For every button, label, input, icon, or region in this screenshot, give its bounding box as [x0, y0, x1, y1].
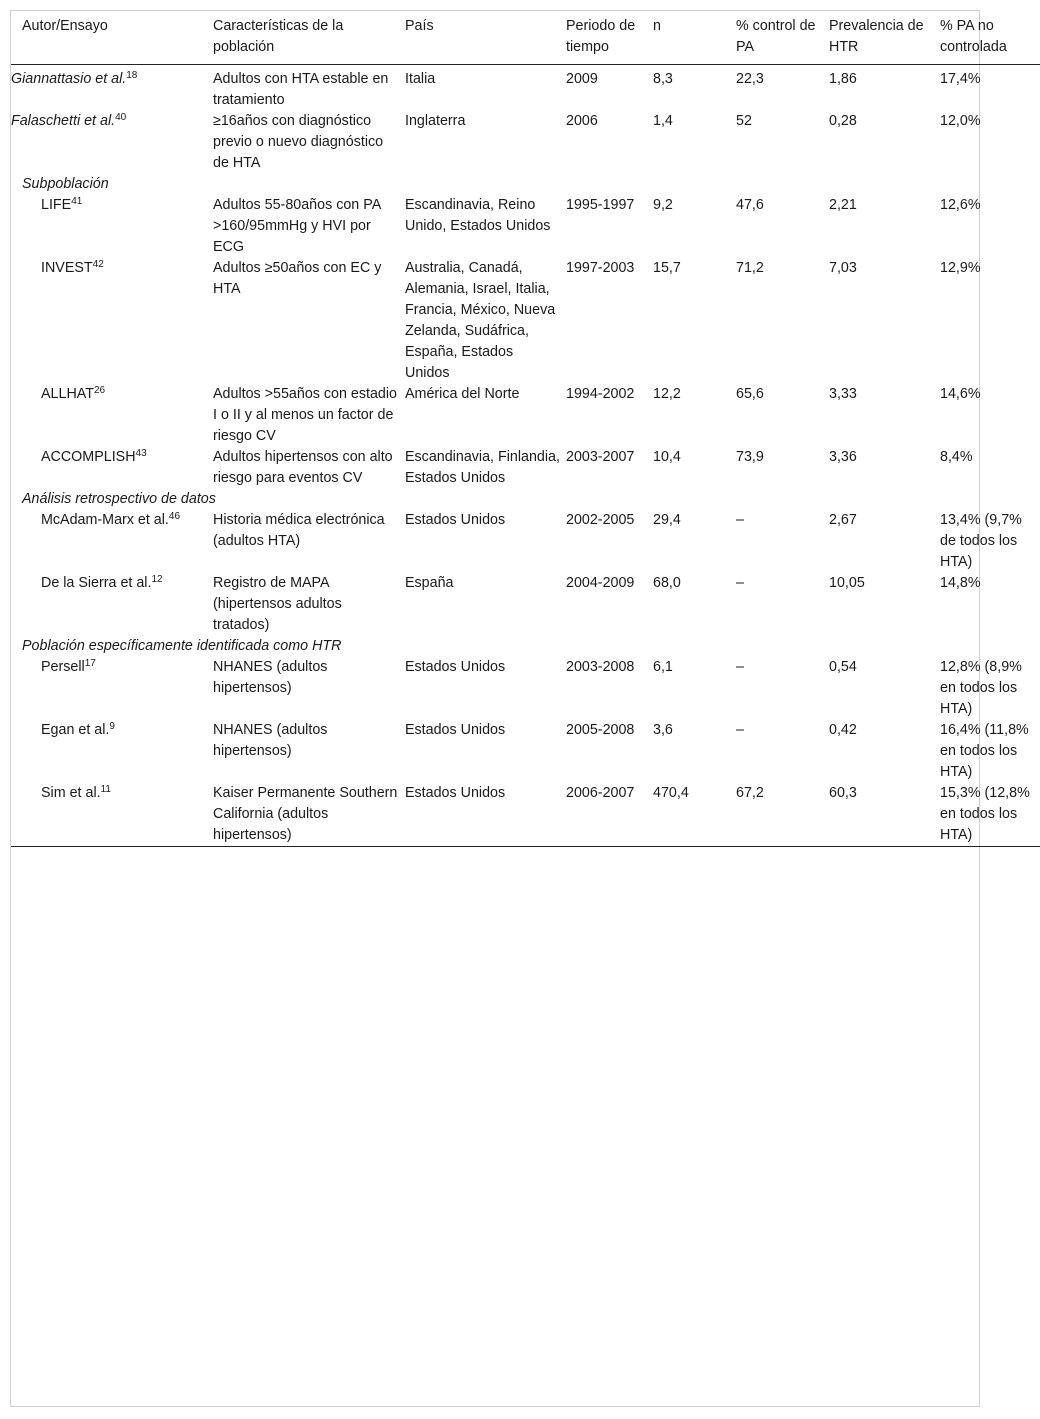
cell-uncontrolled-bp: 12,9% — [940, 260, 981, 276]
cell-n: 68,0 — [653, 575, 681, 591]
header-bp-control: % control de PA — [736, 11, 829, 65]
cell-country: España — [405, 575, 454, 591]
cell-population: Adultos hipertensos con alto riesgo para eventos CV — [213, 449, 393, 486]
cell-htr-prevalence: 60,3 — [829, 783, 940, 847]
cell-period: 2006 — [566, 113, 598, 129]
cell-period: 2009 — [566, 71, 598, 87]
reference-number: 40 — [115, 112, 127, 123]
reference-number: 41 — [71, 196, 83, 207]
table-row — [11, 510, 1040, 573]
section-heading: Análisis retrospectivo de datos — [22, 491, 216, 507]
cell-uncontrolled-bp: 14,8% — [940, 575, 981, 591]
cell-uncontrolled-bp: 13,4% (9,7% de todos los HTA) — [940, 512, 1022, 570]
cell-bp-control: – — [736, 575, 744, 591]
cell-country: Estados Unidos — [405, 512, 506, 528]
cell-author — [11, 720, 213, 783]
cell-country: Italia — [405, 71, 436, 87]
cell-bp-control: – — [736, 659, 744, 675]
reference-number: 42 — [92, 259, 104, 270]
table-row — [11, 783, 1040, 847]
cell-author — [11, 447, 213, 489]
header-author: Autor/Ensayo — [11, 11, 213, 65]
header-period: Periodo de tiempo — [566, 11, 653, 65]
section-heading: Subpoblación — [22, 176, 109, 192]
cell-author — [11, 65, 213, 112]
cell-bp-control: 52 — [736, 113, 752, 129]
cell-htr-prevalence: 1,86 — [829, 71, 857, 87]
cell-population: Historia médica electrónica (adultos HTA) — [213, 512, 385, 549]
cell-bp-control: – — [736, 722, 744, 738]
header-n: n — [653, 11, 736, 65]
author-name: Giannattasio et al. — [11, 71, 127, 87]
header-population: Características de la población — [213, 11, 405, 65]
reference-number: 12 — [151, 574, 163, 585]
cell-population: NHANES (adultos hipertensos) — [213, 659, 328, 696]
cell-population: NHANES (adultos hipertensos) — [213, 722, 328, 759]
author-name: INVEST — [41, 260, 93, 276]
cell-bp-control: 73,9 — [736, 449, 764, 465]
cell-htr-prevalence: 3,33 — [829, 386, 857, 402]
cell-population: Adultos ≥50años con EC y HTA — [213, 260, 382, 297]
cell-country: Estados Unidos — [405, 722, 506, 738]
cell-author — [11, 573, 213, 636]
cell-population: Adultos >55años con estadio I o II y al menos un factor de riesgo CV — [213, 386, 398, 444]
cell-n: 8,3 — [653, 71, 673, 87]
cell-htr-prevalence: 7,03 — [829, 260, 857, 276]
cell-country: Escandinavia, Reino Unido, Estados Unidos — [405, 197, 551, 234]
cell-author — [11, 195, 213, 258]
cell-htr-prevalence: 0,28 — [829, 113, 857, 129]
cell-period: 2003-2008 — [566, 659, 635, 675]
section-heading-row — [11, 174, 1040, 195]
table-row — [11, 195, 1040, 258]
cell-country: Inglaterra — [405, 113, 466, 129]
reference-number: 18 — [126, 70, 138, 81]
reference-number: 9 — [109, 721, 115, 732]
cell-bp-control: 65,6 — [736, 386, 764, 402]
cell-htr-prevalence: 2,21 — [829, 197, 857, 213]
section-heading-row — [11, 636, 1040, 657]
cell-population: Kaiser Permanente Southern California (adultos hipertensos) — [213, 783, 405, 847]
cell-author — [11, 111, 213, 174]
cell-author — [11, 783, 213, 847]
cell-bp-control: 22,3 — [736, 71, 764, 87]
cell-country: Escandinavia, Finlandia, Estados Unidos — [405, 449, 560, 486]
cell-uncontrolled-bp: 16,4% (11,8% en todos los HTA) — [940, 722, 1029, 780]
header-htr-prevalence: Prevalencia de HTR — [829, 11, 940, 65]
reference-number: 43 — [135, 448, 147, 459]
cell-htr-prevalence: 3,36 — [829, 449, 857, 465]
cell-period: 2004-2009 — [566, 575, 635, 591]
table-body — [11, 65, 1040, 847]
hypertension-prevalence-table — [11, 11, 1040, 847]
cell-population: Adultos con HTA estable en tratamiento — [213, 71, 389, 108]
reference-number: 17 — [84, 658, 96, 669]
table-row — [11, 258, 1040, 384]
table-row — [11, 384, 1040, 447]
cell-htr-prevalence: 10,05 — [829, 575, 865, 591]
cell-n: 470,4 — [653, 783, 736, 847]
cell-country: Estados Unidos — [405, 783, 566, 847]
author-name: ALLHAT — [41, 386, 94, 402]
author-name: LIFE — [41, 197, 72, 213]
table-header-row — [11, 11, 1040, 65]
table-row — [11, 573, 1040, 636]
author-name: Persell — [41, 659, 85, 675]
cell-period: 1994-2002 — [566, 386, 635, 402]
cell-htr-prevalence: 0,42 — [829, 722, 857, 738]
cell-htr-prevalence: 0,54 — [829, 659, 857, 675]
cell-period: 2005-2008 — [566, 722, 635, 738]
cell-bp-control: 71,2 — [736, 260, 764, 276]
cell-n: 15,7 — [653, 260, 681, 276]
table-row — [11, 111, 1040, 174]
cell-author — [11, 258, 213, 384]
header-uncontrolled-bp: % PA no controlada — [940, 11, 1040, 65]
reference-number: 46 — [168, 511, 181, 522]
cell-bp-control: 67,2 — [736, 783, 829, 847]
cell-uncontrolled-bp: 12,8% (8,9% en todos los HTA) — [940, 659, 1022, 717]
author-name: ACCOMPLISH — [41, 449, 136, 465]
cell-n: 1,4 — [653, 113, 673, 129]
author-name: Falaschetti et al. — [11, 113, 116, 129]
cell-population: ≥16años con diagnóstico previo o nuevo diagnóstico de HTA — [213, 113, 384, 171]
cell-population: Adultos 55-80años con PA >160/95mmHg y HVI por ECG — [213, 197, 381, 255]
cell-uncontrolled-bp: 12,0% — [940, 113, 981, 129]
cell-bp-control: 47,6 — [736, 197, 764, 213]
header-country: País — [405, 11, 566, 65]
reference-number: 11 — [100, 784, 111, 795]
cell-n: 6,1 — [653, 659, 673, 675]
cell-population: Registro de MAPA (hipertensos adultos tratados) — [213, 575, 342, 633]
cell-period: 1997-2003 — [566, 260, 635, 276]
author-name: McAdam-Marx et al. — [41, 512, 169, 528]
cell-n: 12,2 — [653, 386, 681, 402]
cell-author — [11, 510, 213, 573]
table-row — [11, 447, 1040, 489]
cell-country: Australia, Canadá, Alemania, Israel, Italia, Francia, México, Nueva Zelanda, Sudáfrica, España, Estados Unidos — [405, 260, 556, 381]
author-name: Egan et al. — [41, 722, 110, 738]
cell-period: 1995-1997 — [566, 197, 635, 213]
cell-country: Estados Unidos — [405, 659, 506, 675]
cell-n: 3,6 — [653, 722, 673, 738]
cell-htr-prevalence: 2,67 — [829, 512, 857, 528]
cell-period: 2003-2007 — [566, 449, 635, 465]
author-name: Sim et al. — [41, 785, 101, 801]
cell-country: América del Norte — [405, 386, 520, 402]
cell-n: 9,2 — [653, 197, 673, 213]
author-name: De la Sierra et al. — [41, 575, 152, 591]
cell-uncontrolled-bp: 14,6% — [940, 386, 981, 402]
cell-n: 29,4 — [653, 512, 681, 528]
cell-uncontrolled-bp: 8,4% — [940, 449, 973, 465]
table-row — [11, 720, 1040, 783]
cell-author — [11, 657, 213, 720]
cell-uncontrolled-bp: 17,4% — [940, 71, 981, 87]
reference-number: 26 — [93, 385, 106, 396]
table-row — [11, 65, 1040, 112]
section-heading-row — [11, 489, 1040, 510]
cell-period: 2006-2007 — [566, 783, 653, 847]
cell-bp-control: – — [736, 512, 744, 528]
cell-uncontrolled-bp: 12,6% — [940, 197, 981, 213]
cell-n: 10,4 — [653, 449, 681, 465]
section-heading: Población específicamente identificada como HTR — [22, 638, 342, 654]
cell-author — [11, 384, 213, 447]
table-row — [11, 657, 1040, 720]
cell-uncontrolled-bp: 15,3% (12,8% en todos los HTA) — [940, 783, 1040, 847]
cell-period: 2002-2005 — [566, 512, 635, 528]
